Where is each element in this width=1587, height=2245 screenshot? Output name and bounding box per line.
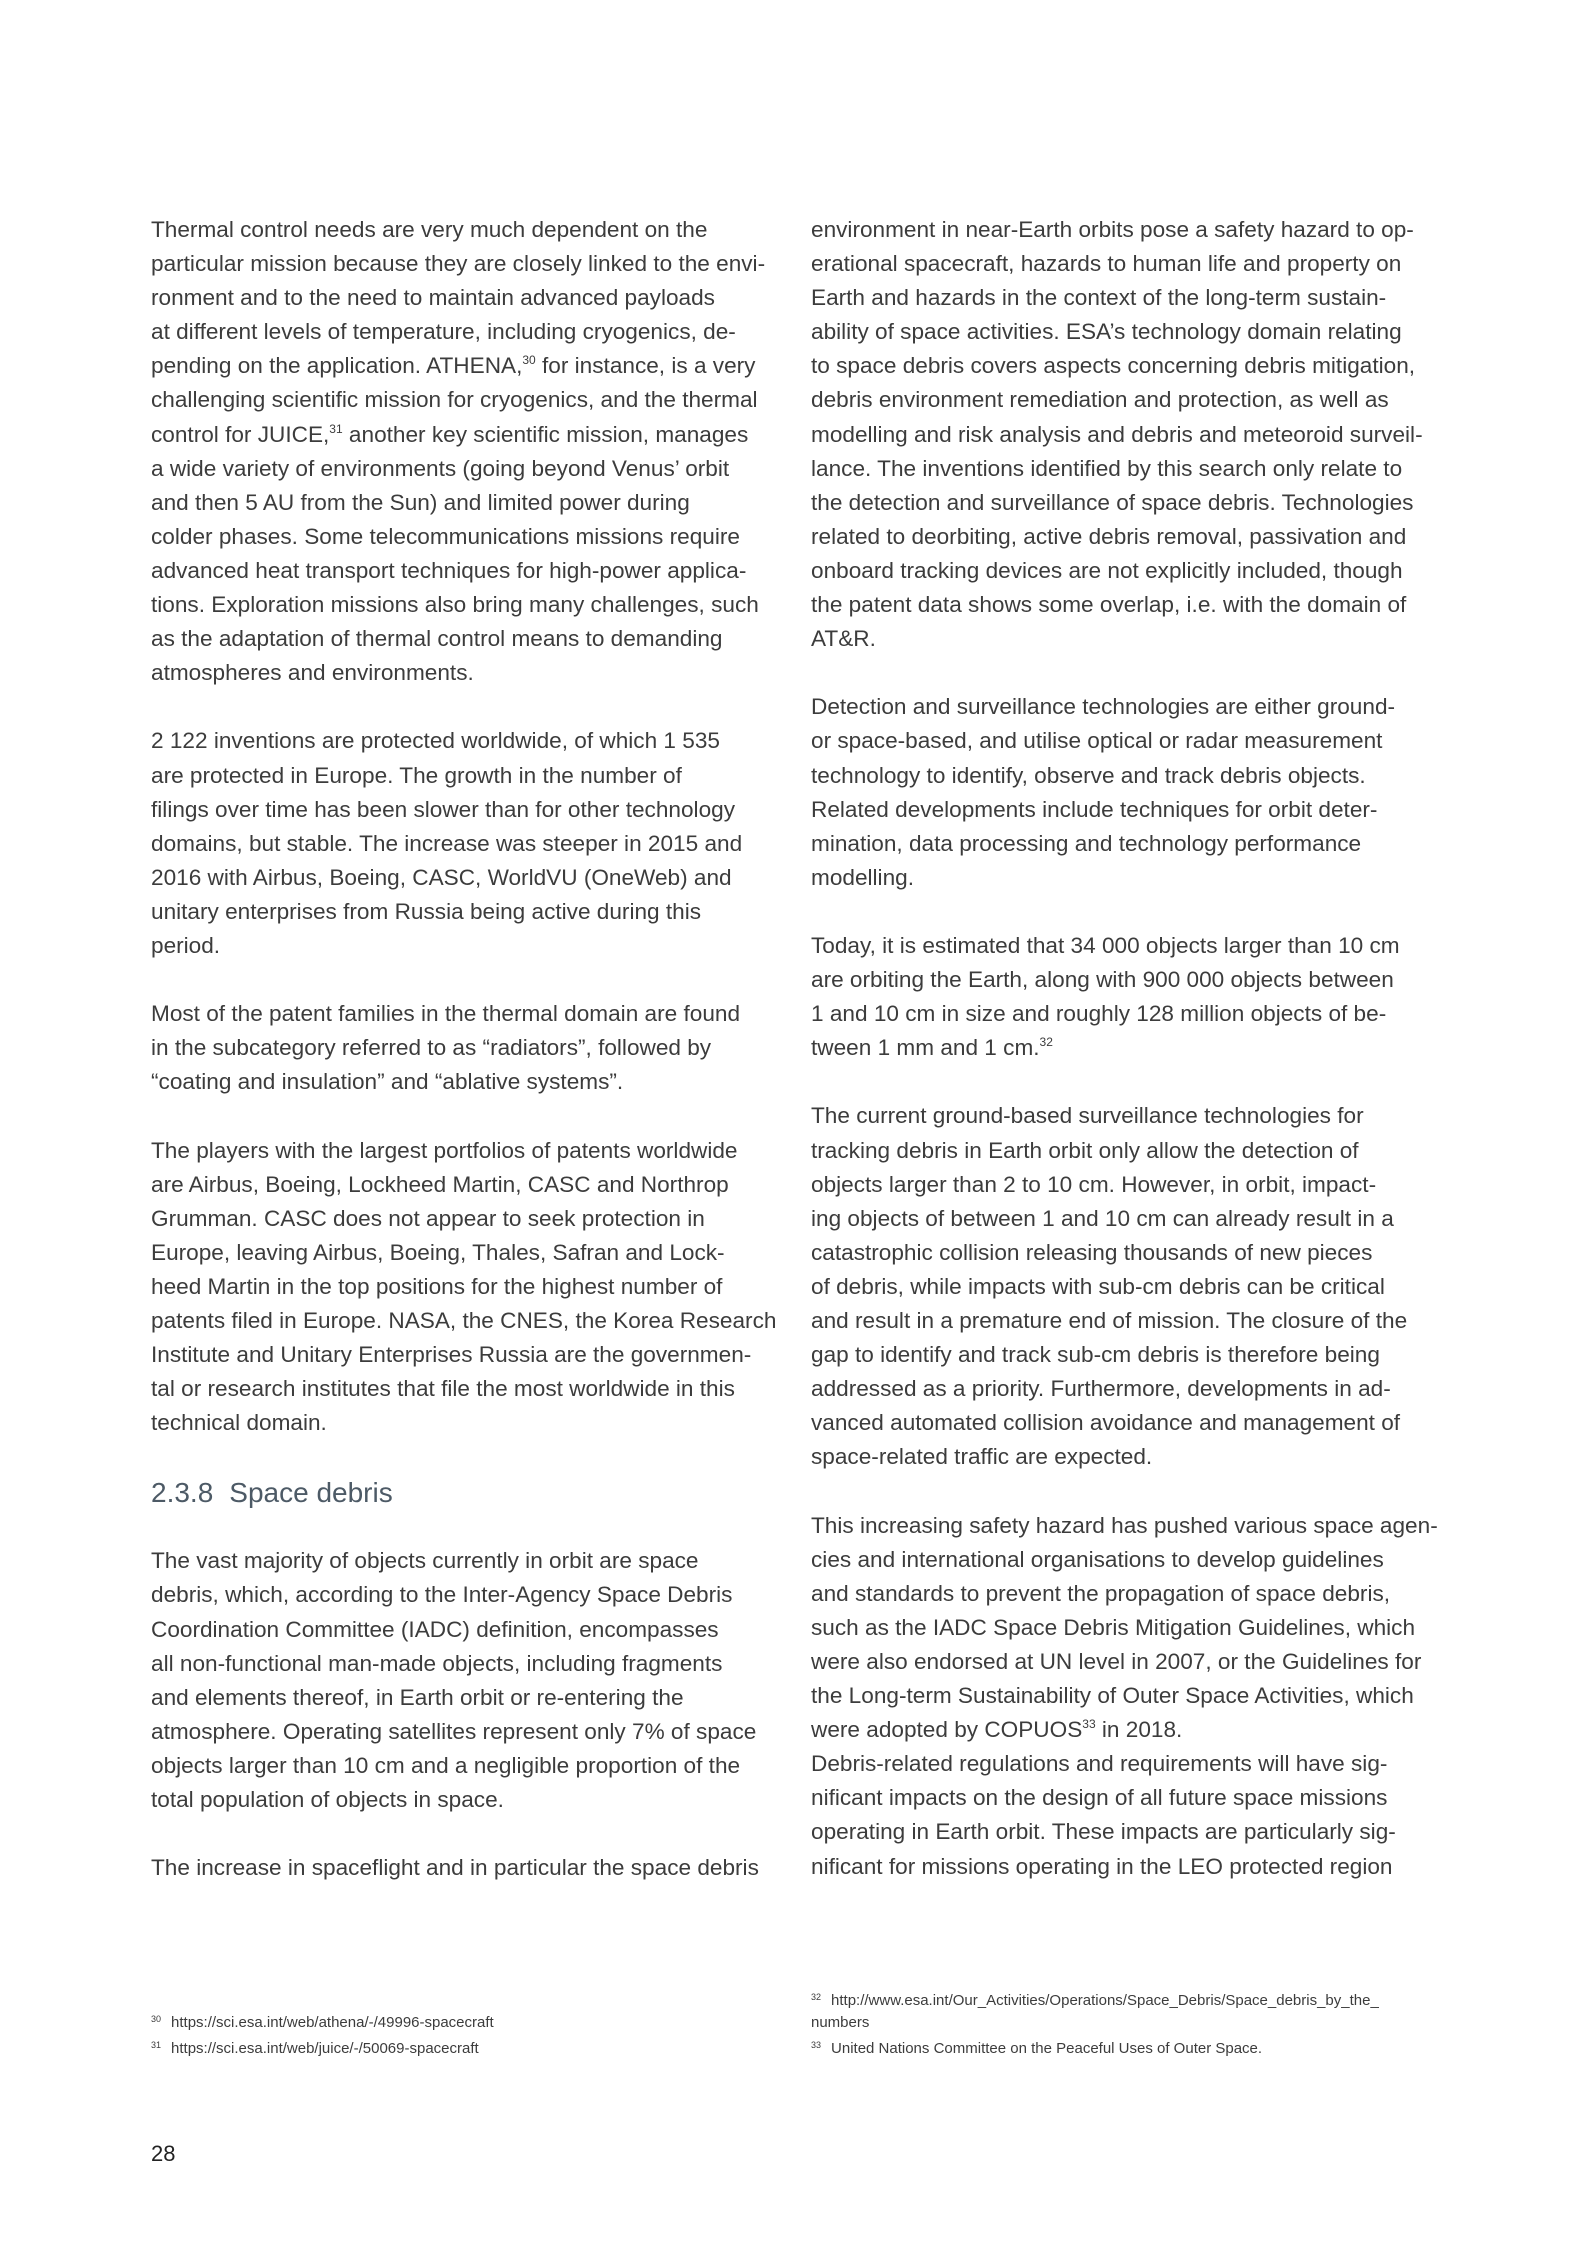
text-line: 1 and 10 cm in size and roughly 128 million objects of be- [811, 1001, 1387, 1027]
text-line: debris, which, according to the Inter-Agency Space Debris [151, 1582, 733, 1608]
text-line: and result in a premature end of mission. The closure of the [811, 1308, 1408, 1333]
text-line: atmosphere. Operating satellites represent only 7% of space [151, 1718, 757, 1744]
text-line: Coordination Committee (IADC) definition, encompasses [151, 1616, 719, 1642]
text-line: 2016 with Airbus, Boeing, CASC, WorldVU (OneWeb) and [151, 864, 732, 890]
footnote-31 [151, 2034, 791, 2060]
footnote-reference: 31 [329, 421, 343, 436]
text-line: or space-based, and utilise optical or radar measurement [811, 728, 1383, 754]
text-line: the detection and surveillance of space debris. Technologies [811, 489, 1414, 515]
left-column [151, 213, 781, 1885]
text-line: at different levels of temperature, including cryogenics, de- [151, 319, 736, 345]
text-line: Today, it is estimated that 34 000 objects larger than 10 cm [811, 932, 1400, 958]
section-heading [151, 1476, 781, 1510]
text-line: cies and international organisations to develop guidelines [811, 1546, 1384, 1572]
page-number: 28 [151, 2141, 176, 2166]
text-line: advanced heat transport techniques for high-power applica- [151, 557, 747, 583]
text-line: as the adaptation of thermal control means to demanding [151, 626, 723, 652]
text-line: the patent data shows some overlap, i.e. with the domain of [811, 592, 1407, 618]
left-paragraph-6 [151, 1851, 781, 1885]
text-line [811, 1031, 1441, 1065]
footnotes-right [811, 1986, 1451, 2060]
text-segment: for instance, is a very [535, 353, 756, 379]
section-number: 2.3.8 [151, 1477, 214, 1509]
footnote-33 [811, 2034, 1451, 2060]
right-paragraph-4 [811, 1099, 1441, 1474]
text-segment: were adopted by COPUOS [811, 1717, 1083, 1743]
section-title: Space debris [229, 1477, 393, 1509]
text-line: unitary enterprises from Russia being active during this [151, 898, 702, 924]
text-line: tal or research institutes that file the most worldwide in this [151, 1376, 735, 1402]
right-paragraph-2 [811, 690, 1441, 895]
text-line: domains, but stable. The increase was steeper in 2015 and [151, 830, 743, 856]
text-line: technical domain. [151, 1410, 327, 1436]
text-line: ing objects of between 1 and 10 cm can already result in a [811, 1205, 1394, 1231]
text-segment: tween 1 mm and 1 cm. [811, 1035, 1040, 1061]
text-line: Grumman. CASC does not appear to seek protection in [151, 1205, 705, 1231]
text-line: catastrophic collision releasing thousands of new pieces [811, 1239, 1373, 1265]
text-line: onboard tracking devices are not explicitly included, though [811, 557, 1403, 583]
left-paragraph-4 [151, 1134, 781, 1441]
text-line: heed Martin in the top positions for the highest number of [151, 1273, 723, 1299]
text-line: to space debris covers aspects concerning debris mitigation, [811, 353, 1416, 379]
footnote-mark: 33 [811, 2040, 822, 2050]
text-line [151, 418, 781, 452]
text-line: such as the IADC Space Debris Mitigation Guidelines, which [811, 1614, 1416, 1640]
text-line: This increasing safety hazard has pushed various space agen- [811, 1512, 1438, 1538]
text-line: Debris-related regulations and requirements will have sig- [811, 1751, 1388, 1777]
footnote-reference: 32 [1039, 1035, 1053, 1050]
text-line: “coating and insulation” and “ablative systems”. [151, 1069, 624, 1095]
footnote-30 [151, 2008, 791, 2034]
text-line: gap to identify and track sub-cm debris is therefore being [811, 1342, 1380, 1368]
text-line: period. [151, 932, 221, 958]
footnote-32-continued [811, 2012, 1451, 2034]
left-paragraph-2 [151, 724, 781, 963]
text-line: patents filed in Europe. NASA, the CNES, the Korea Research [151, 1308, 777, 1333]
text-line: and elements thereof, in Earth orbit or re-entering the [151, 1684, 684, 1710]
text-line: The increase in spaceflight and in particular the space debris [151, 1855, 759, 1881]
text-line: environment in near-Earth orbits pose a safety hazard to op- [811, 217, 1414, 242]
text-line: Related developments include techniques for orbit deter- [811, 796, 1378, 822]
right-column [811, 213, 1441, 1884]
text-line: The current ground-based surveillance technologies for [811, 1103, 1364, 1129]
text-line: particular mission because they are closely linked to the envi- [151, 251, 766, 277]
footnote-mark: 32 [811, 1992, 822, 2002]
text-line: The vast majority of objects currently in orbit are space [151, 1548, 699, 1574]
text-line: are Airbus, Boeing, Lockheed Martin, CASC and Northrop [151, 1171, 729, 1197]
text-line: colder phases. Some telecommunications missions require [151, 523, 740, 549]
text-line: related to deorbiting, active debris removal, passivation and [811, 523, 1407, 549]
text-line: the Long-term Sustainability of Outer Space Activities, which [811, 1683, 1414, 1709]
left-paragraph-3 [151, 997, 781, 1099]
text-line: nificant for missions operating in the LEO protected region [811, 1853, 1393, 1879]
text-line: Detection and surveillance technologies are either ground- [811, 694, 1396, 720]
text-line: total population of objects in space. [151, 1787, 504, 1813]
footnote-reference: 30 [522, 353, 536, 368]
text-line [811, 1713, 1441, 1747]
text-segment: control for JUICE, [151, 421, 330, 447]
text-line: The players with the largest portfolios of patents worldwide [151, 1137, 738, 1163]
footnote-link[interactable]: https://sci.esa.int/web/juice/-/50069-spacecraft [171, 2040, 479, 2057]
footnote-mark: 31 [151, 2040, 162, 2050]
text-line: 2 122 inventions are protected worldwide, of which 1 535 [151, 728, 720, 754]
text-line: objects larger than 10 cm and a negligible proportion of the [151, 1752, 741, 1778]
footnote-link[interactable]: http://www.esa.int/Our_Activities/Operations/Space_Debris/Space_debris_by_the_ [831, 1992, 1379, 2009]
text-line: Earth and hazards in the context of the long-term sustain- [811, 285, 1387, 311]
text-line: and then 5 AU from the Sun) and limited power during [151, 489, 690, 515]
text-line: all non-functional man-made objects, including fragments [151, 1650, 723, 1676]
text-line: technology to identify, observe and track debris objects. [811, 762, 1366, 788]
text-segment: in 2018. [1095, 1717, 1183, 1743]
footnote-link[interactable]: https://sci.esa.int/web/athena/-/49996-spacecraft [171, 2014, 494, 2031]
text-line: mination, data processing and technology performance [811, 830, 1362, 856]
footnote-reference: 33 [1082, 1717, 1096, 1732]
text-line: a wide variety of environments (going beyond Venus’ orbit [151, 455, 730, 481]
footnote-32 [811, 1986, 1451, 2012]
text-line: Europe, leaving Airbus, Boeing, Thales, Safran and Lock- [151, 1239, 725, 1265]
right-paragraph-1 [811, 213, 1441, 656]
text-line: modelling. [811, 864, 914, 890]
text-line: filings over time has been slower than for other technology [151, 796, 735, 822]
text-segment: another key scientific mission, manages [342, 421, 749, 447]
text-line: were also endorsed at UN level in 2007, or the Guidelines for [811, 1648, 1422, 1674]
footnotes-left [151, 2008, 791, 2060]
footnote-mark: 30 [151, 2014, 162, 2024]
text-line: lance. The inventions identified by this search only relate to [811, 455, 1403, 481]
text-line: modelling and risk analysis and debris and meteoroid surveil- [811, 421, 1423, 447]
text-line: ronment and to the need to maintain advanced payloads [151, 285, 715, 311]
text-line: Thermal control needs are very much dependent on the [151, 217, 708, 242]
text-line: of debris, while impacts with sub-cm debris can be critical [811, 1273, 1385, 1299]
left-paragraph-1 [151, 213, 781, 690]
text-line: challenging scientific mission for cryogenics, and the thermal [151, 387, 758, 413]
text-line: addressed as a priority. Furthermore, developments in ad- [811, 1376, 1391, 1402]
text-line: tions. Exploration missions also bring many challenges, such [151, 592, 759, 618]
right-paragraph-5 [811, 1509, 1441, 1884]
text-line: space-related traffic are expected. [811, 1444, 1153, 1470]
text-line: tracking debris in Earth orbit only allow the detection of [811, 1137, 1359, 1163]
text-line: AT&R. [811, 626, 876, 652]
footnote-link-continued[interactable]: numbers [811, 2014, 870, 2031]
text-line: ability of space activities. ESA’s technology domain relating [811, 319, 1402, 345]
text-line: erational spacecraft, hazards to human life and property on [811, 251, 1402, 277]
text-line: vanced automated collision avoidance and management of [811, 1410, 1401, 1436]
text-line: objects larger than 2 to 10 cm. However, in orbit, impact- [811, 1171, 1377, 1197]
left-paragraph-5 [151, 1544, 781, 1817]
text-line: Most of the patent families in the thermal domain are found [151, 1001, 741, 1027]
text-line: operating in Earth orbit. These impacts are particularly sig- [811, 1819, 1396, 1845]
right-paragraph-3 [811, 929, 1441, 1065]
text-line: debris environment remediation and protection, as well as [811, 387, 1389, 413]
text-line: and standards to prevent the propagation of space debris, [811, 1580, 1391, 1606]
text-line [151, 349, 781, 383]
footnote-text: United Nations Committee on the Peaceful Uses of Outer Space. [831, 2040, 1263, 2057]
text-line: are protected in Europe. The growth in the number of [151, 762, 682, 788]
text-segment: pending on the application. ATHENA, [151, 353, 523, 379]
text-line: Institute and Unitary Enterprises Russia are the governmen- [151, 1342, 752, 1368]
text-line: atmospheres and environments. [151, 660, 474, 686]
text-line: in the subcategory referred to as “radiators”, followed by [151, 1035, 712, 1061]
text-line: are orbiting the Earth, along with 900 000 objects between [811, 967, 1394, 993]
text-line: nificant impacts on the design of all future space missions [811, 1785, 1388, 1811]
